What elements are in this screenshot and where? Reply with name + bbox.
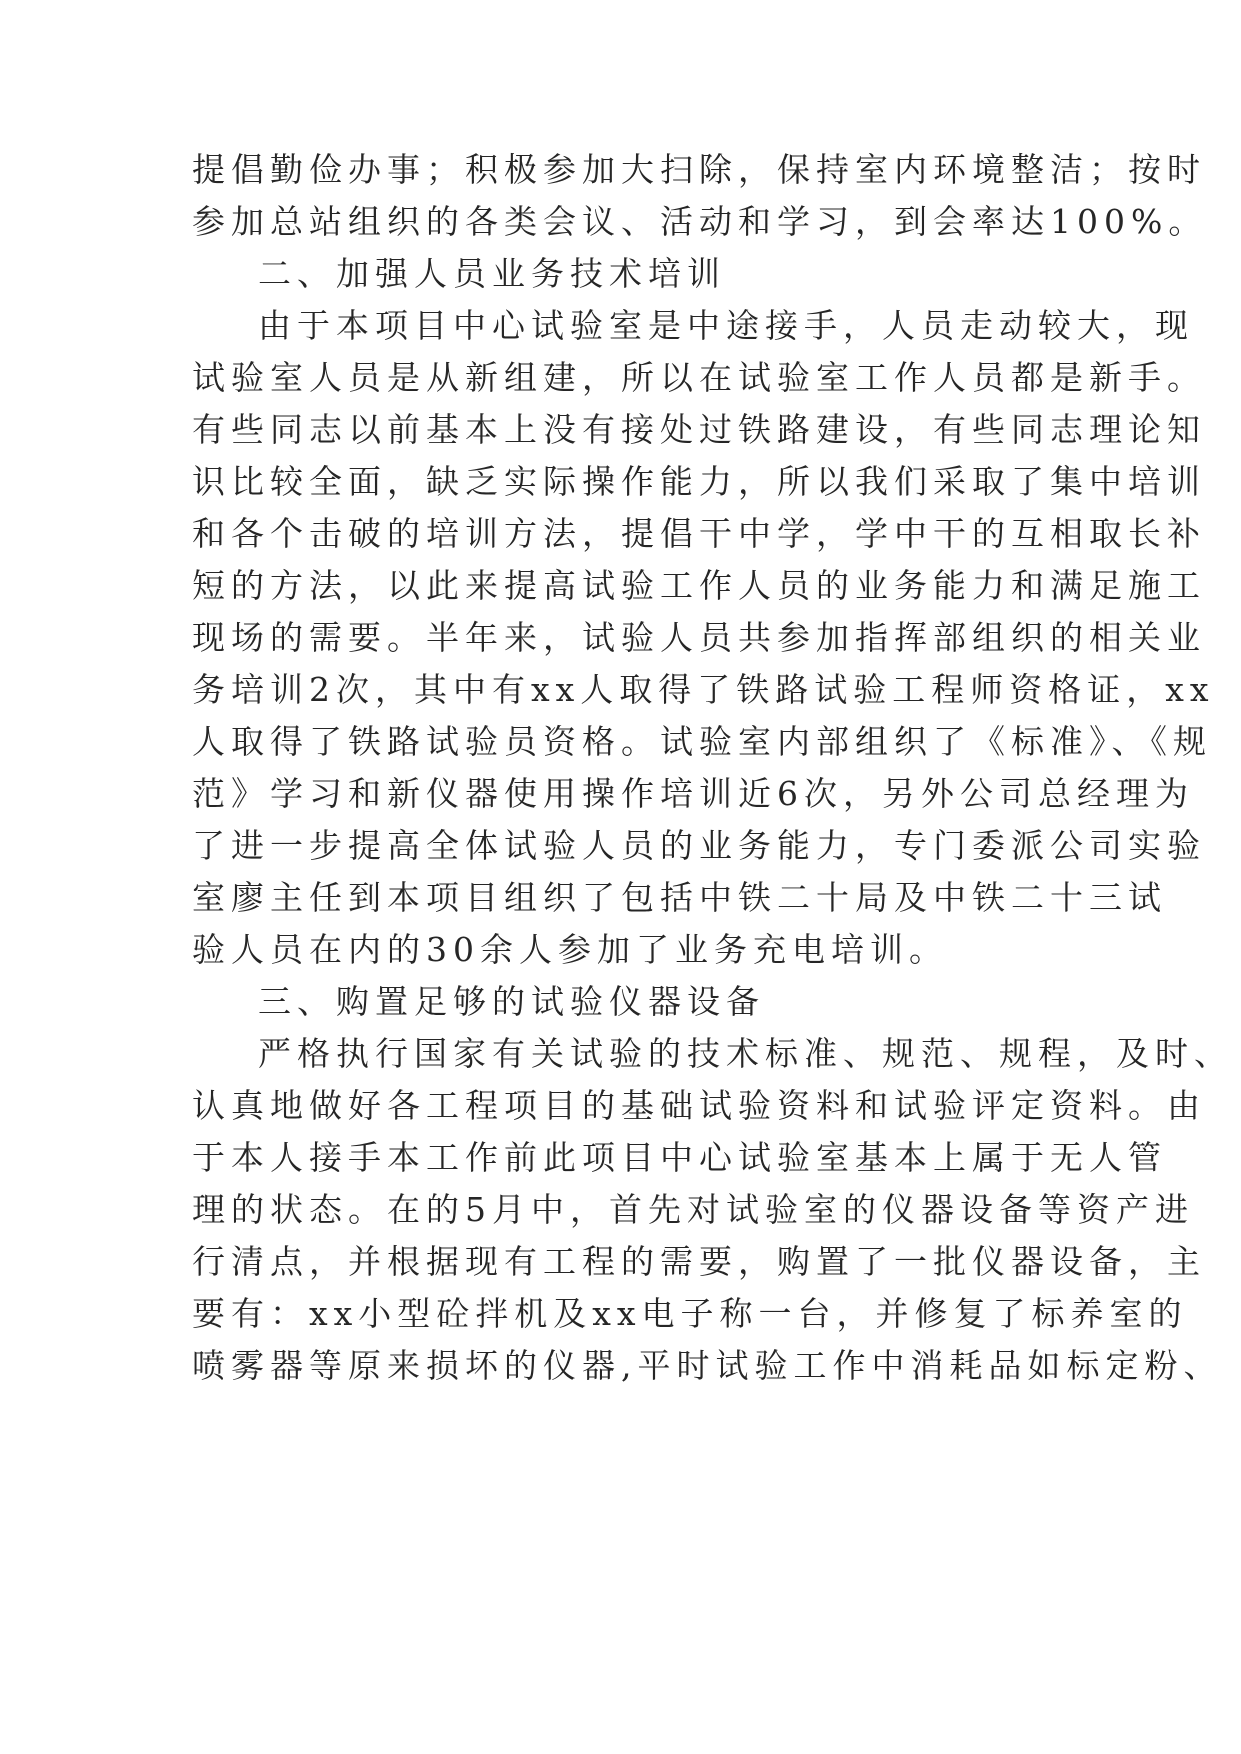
paragraph-line: 人取得了铁路试验员资格。试验室内部组织了《标准》、《规	[192, 722, 1212, 761]
paragraph-line: 现场的需要。半年来，试验人员共参加指挥部组织的相关业	[192, 618, 1206, 657]
paragraph-line: 识比较全面，缺乏实际操作能力，所以我们采取了集中培训	[192, 462, 1206, 501]
section-heading: 三、购置足够的试验仪器设备	[258, 982, 765, 1021]
paragraph-line: 提倡勤俭办事；积极参加大扫除，保持室内环境整洁；按时	[192, 150, 1206, 189]
paragraph-line: 理的状态。在的5月中，首先对试验室的仪器设备等资产进	[192, 1190, 1194, 1229]
section-heading: 二、加强人员业务技术培训	[258, 254, 726, 293]
paragraph-line: 和各个击破的培训方法，提倡干中学，学中干的互相取长补	[192, 514, 1206, 553]
paragraph-line: 由于本项目中心试验室是中途接手，人员走动较大，现	[258, 306, 1194, 345]
paragraph-line: 于本人接手本工作前此项目中心试验室基本上属于无人管	[192, 1138, 1167, 1177]
paragraph-line: 行清点，并根据现有工程的需要，购置了一批仪器设备，主	[192, 1242, 1206, 1281]
paragraph-line: 试验室人员是从新组建，所以在试验室工作人员都是新手。	[192, 358, 1206, 397]
paragraph-line: 了进一步提高全体试验人员的业务能力，专门委派公司实验	[192, 826, 1206, 865]
paragraph-line: 范》学习和新仪器使用操作培训近6次，另外公司总经理为	[192, 774, 1194, 813]
paragraph-line: 验人员在内的30余人参加了业务充电培训。	[192, 930, 948, 969]
paragraph-line: 严格执行国家有关试验的技术标准、规范、规程，及时、	[258, 1034, 1233, 1073]
paragraph-line: 认真地做好各工程项目的基础试验资料和试验评定资料。由	[192, 1086, 1206, 1125]
paragraph-line: 务培训2次，其中有xx人取得了铁路试验工程师资格证，xx	[192, 670, 1215, 709]
paragraph-line: 有些同志以前基本上没有接处过铁路建设，有些同志理论知	[192, 410, 1206, 449]
paragraph-line: 喷雾器等原来损坏的仪器,平时试验工作中消耗品如标定粉、	[192, 1346, 1223, 1385]
paragraph-line: 室廖主任到本项目组织了包括中铁二十局及中铁二十三试	[192, 878, 1167, 917]
paragraph-line: 要有：xx小型砼拌机及xx电子称一台，并修复了标养室的	[192, 1294, 1188, 1333]
paragraph-line: 参加总站组织的各类会议、活动和学习，到会率达100%。	[192, 202, 1208, 241]
paragraph-line: 短的方法，以此来提高试验工作人员的业务能力和满足施工	[192, 566, 1206, 605]
